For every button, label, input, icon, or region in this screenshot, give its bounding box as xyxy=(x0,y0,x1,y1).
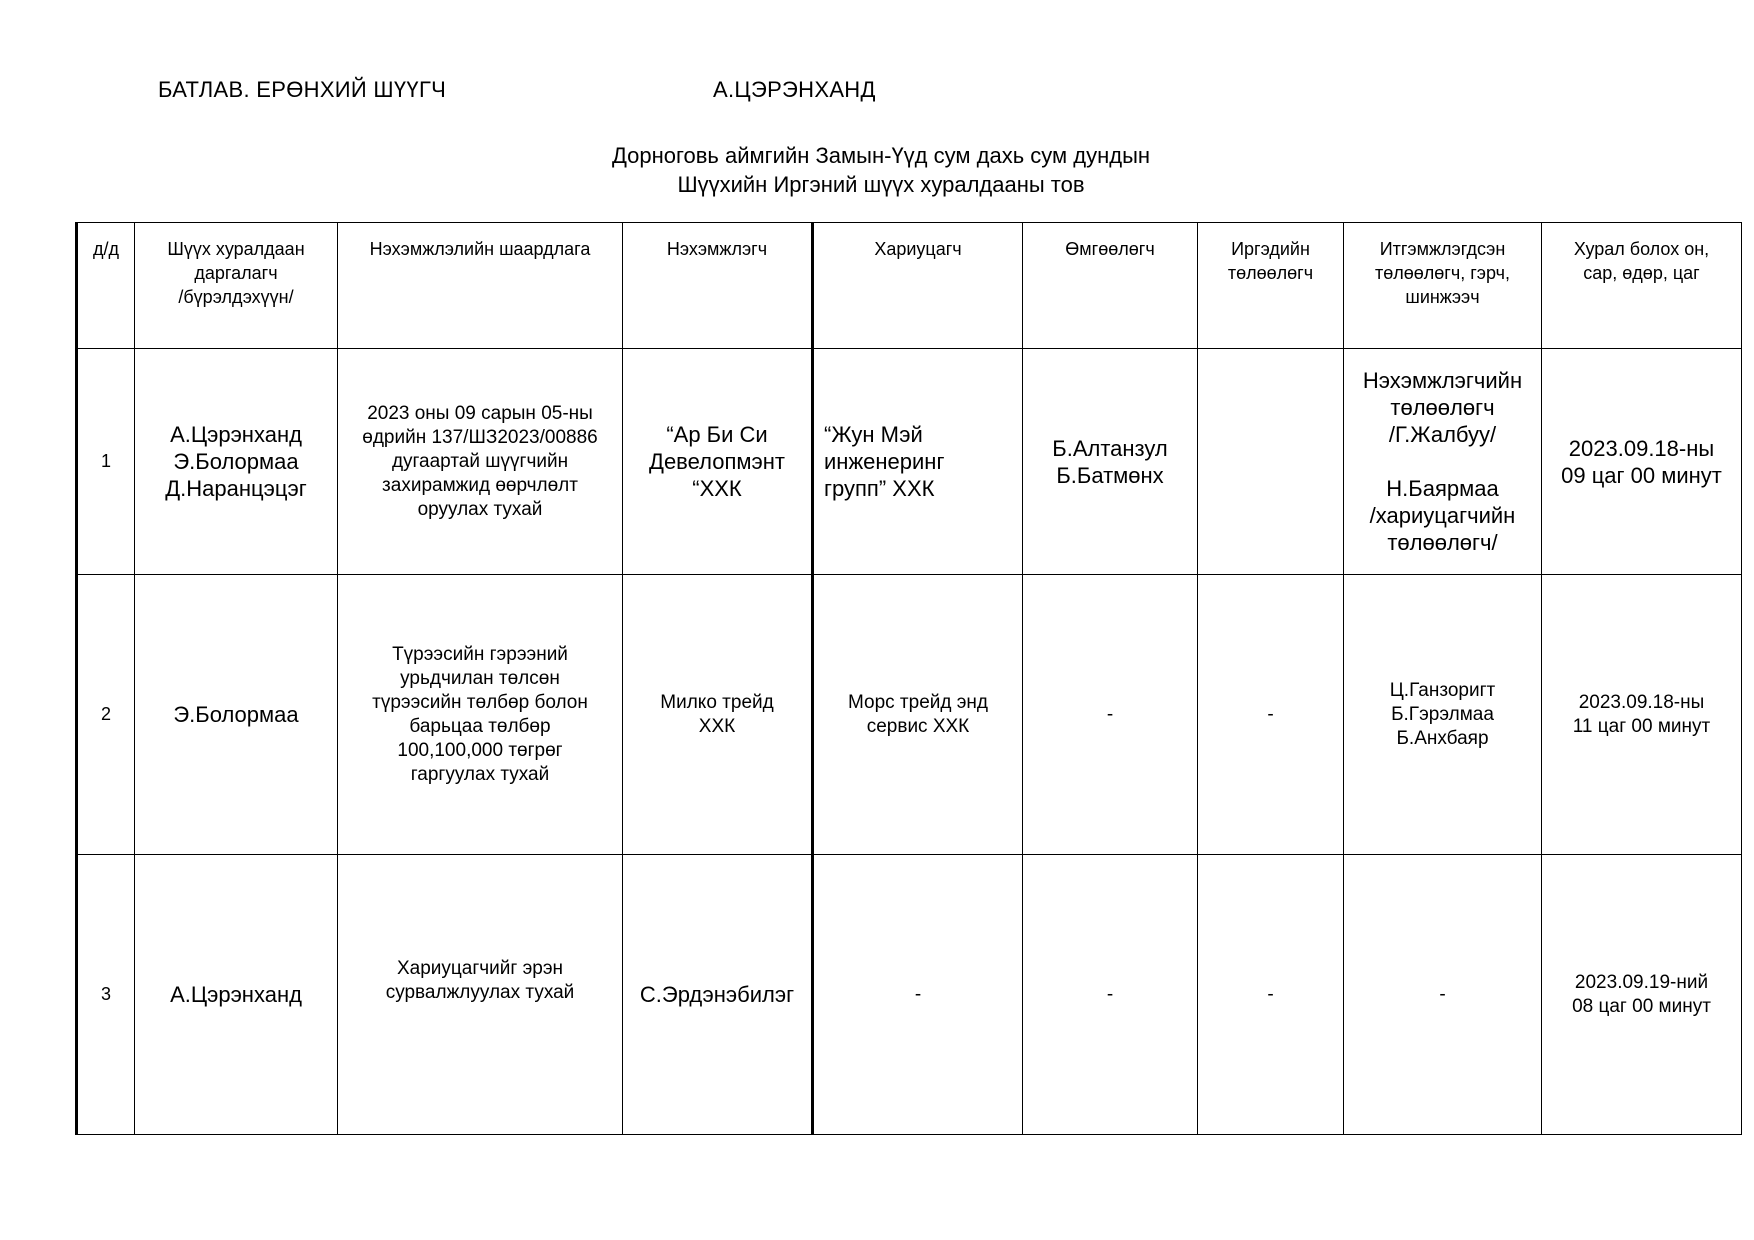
row-defendant: - xyxy=(813,855,1023,1135)
row-datetime: 2023.09.18-ны 11 цаг 00 минут xyxy=(1542,575,1742,855)
row-civil-representative: - xyxy=(1198,575,1344,855)
row-claim: Түрээсийн гэрээний урьдчилан төлсөн түрээсийн төлбөр болон барьцаа төлбөр 100,100,000 төгрөг гаргуулах тухай xyxy=(338,575,623,855)
column-header-defendant: Хариуцагч xyxy=(813,223,1023,349)
row-defendant: Морс трейд энд сервис ХХК xyxy=(813,575,1023,855)
row-claim: 2023 оны 09 сарын 05-ны өдрийн 137/ШЗ2023/00886 дугаартай шүүгчийн захирамжид өөрчлөлт оруулах тухай xyxy=(338,349,623,575)
column-header-claim: Нэхэмжлэлийн шаардлага xyxy=(338,223,623,349)
row-judge: А.Цэрэнханд Э.Болормаа Д.Наранцэцэг xyxy=(135,349,338,575)
document-title xyxy=(0,141,1754,199)
row-plaintiff: “Ар Би Си Девелопмэнт “ХХК xyxy=(623,349,813,575)
row-claim: Хариуцагчийг эрэн сурвалжлуулах тухай xyxy=(338,855,623,1135)
row-datetime: 2023.09.19-ний 08 цаг 00 минут xyxy=(1542,855,1742,1135)
row-lawyer: - xyxy=(1023,855,1198,1135)
column-header-plaintiff: Нэхэмжлэгч xyxy=(623,223,813,349)
column-header-lawyer: Өмгөөлөгч xyxy=(1023,223,1198,349)
column-header-civil-representative: Иргэдийн төлөөлөгч xyxy=(1198,223,1344,349)
row-lawyer: Б.Алтанзул Б.Батмөнх xyxy=(1023,349,1198,575)
row-number: 1 xyxy=(77,349,135,575)
row-plaintiff: Милко трейд ХХК xyxy=(623,575,813,855)
row-authorized-representative: - xyxy=(1344,855,1542,1135)
row-judge: Э.Болормаа xyxy=(135,575,338,855)
table-row xyxy=(77,349,1742,575)
approver-name: А.ЦЭРЭНХАНД xyxy=(713,77,876,102)
hearing-schedule-table xyxy=(75,222,1742,1135)
column-header-authorized-representative: Итгэмжлэгдсэн төлөөлөгч, гэрч, шинжээч xyxy=(1344,223,1542,349)
row-civil-representative xyxy=(1198,349,1344,575)
title-line-2: Шүүхийн Иргэний шүүх хуралдааны тов xyxy=(677,172,1085,197)
row-datetime: 2023.09.18-ны 09 цаг 00 минут xyxy=(1542,349,1742,575)
row-authorized-representative: Ц.Ганзоригт Б.Гэрэлмаа Б.Анхбаяр xyxy=(1344,575,1542,855)
table-row xyxy=(77,575,1742,855)
column-header-datetime: Хурал болох он, сар, өдөр, цаг xyxy=(1542,223,1742,349)
row-defendant: “Жун Мэй инженеринг групп” ХХК xyxy=(813,349,1023,575)
row-number: 2 xyxy=(77,575,135,855)
row-judge: А.Цэрэнханд xyxy=(135,855,338,1135)
row-lawyer: - xyxy=(1023,575,1198,855)
row-civil-representative: - xyxy=(1198,855,1344,1135)
table-row xyxy=(77,855,1742,1135)
row-number: 3 xyxy=(77,855,135,1135)
column-header-judge: Шүүх хуралдаан даргалагч /бүрэлдэхүүн/ xyxy=(135,223,338,349)
column-header-number: д/д xyxy=(77,223,135,349)
row-authorized-representative: Нэхэмжлэгчийн төлөөлөгч /Г.Жалбуу/ Н.Баярмаа /хариуцагчийн төлөөлөгч/ xyxy=(1344,349,1542,575)
title-line-1: Дорноговь аймгийн Замын-Үүд сум дахь сум дундын xyxy=(611,143,1151,168)
row-plaintiff: С.Эрдэнэбилэг xyxy=(623,855,813,1135)
approval-label: БАТЛАВ. ЕРӨНХИЙ ШҮҮГЧ xyxy=(158,77,447,102)
table-header-row xyxy=(77,223,1742,349)
